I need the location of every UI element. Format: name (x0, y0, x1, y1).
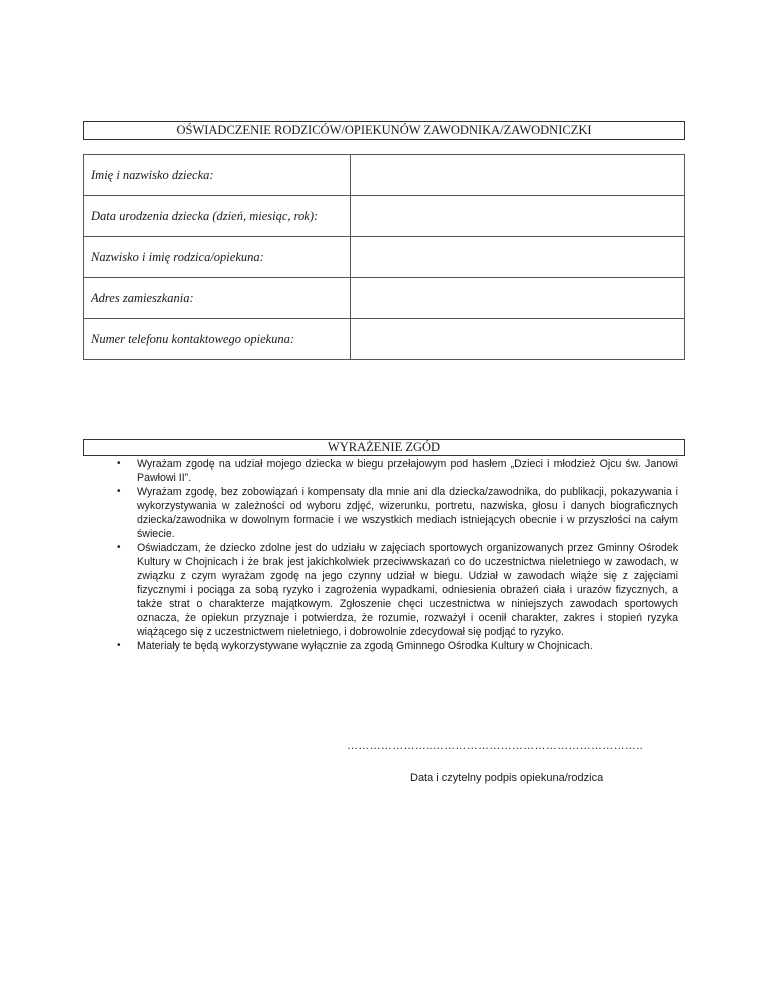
list-item (0, 485, 678, 541)
list-item (0, 639, 678, 653)
guardian-phone-field[interactable] (351, 319, 685, 360)
consent-materials-text: Materiały te będą wykorzystywane wyłącznie za zgodą Gminnego Ośrodka Kultury w Chojnicach. (137, 640, 593, 652)
consent-health-risk-text: Oświadczam, że dziecko zdolne jest do udziału w zajęciach sportowych organizowanych przez Gminny Ośrodek Kultury w Chojnicach i że brak jest jakichkolwiek przeciwwskazań co do uczestnictwa nieletniego w zawodach, w związku z czym wyrażam zgodę na jego czynny udział w biegu. Udział w zawodach wiąże się z zajęciami fizycznymi i pociąga za sobą ryzyko i zagrożenia wypadkami, odniesienia obrażeń ciała i urazów fizycznych, a także strat o charakterze majątkowym. Zgłoszenie chęci uczestnictwa w niniejszych zawodach sportowych oznacza, że opiekun przyznaje i potwierdza, że rozumie, rozważył i ocenił charakter, zakres i stopień ryzyka wiążącego się z uczestnictwem nieletniego, i dobrowolnie zdecydował się podjąć to ryzyko. (137, 542, 678, 638)
bullet-icon: • (117, 458, 121, 469)
guardian-name-label: Nazwisko i imię rodzica/opiekuna: (84, 237, 351, 278)
guardian-phone-label: Numer telefonu kontaktowego opiekuna: (84, 319, 351, 360)
document-title: OŚWIADCZENIE RODZICÓW/OPIEKUNÓW ZAWODNIKA/ZAWODNICZKI (83, 121, 685, 140)
child-birthdate-field[interactable] (351, 196, 685, 237)
signature-line: …………………..……………………………………………….. (347, 740, 643, 752)
address-label: Adres zamieszkania: (84, 278, 351, 319)
list-item (0, 457, 678, 485)
consent-participation-text: Wyrażam zgodę na udział mojego dziecka w biegu przełajowym pod hasłem „Dzieci i młodzież Ojcu św. Janowi Pawłowi II”. (137, 458, 678, 484)
child-name-label: Imię i nazwisko dziecka: (84, 155, 351, 196)
consent-image-rights-text: Wyrażam zgodę, bez zobowiązań i kompensaty dla mnie ani dla dziecka/zawodnika, do publikacji, pokazywania i wykorzystywania w zależności od wyboru zdjęć, wizerunku, portretu, nazwiska, głosu i danych biograficznych dziecka/zawodnika w dowolnym formacie i we wszystkich mediach istniejących obecnie i w przyszłości na całym świecie. (137, 486, 678, 540)
bullet-icon: • (117, 640, 121, 651)
child-name-field[interactable] (351, 155, 685, 196)
table-row (84, 278, 685, 319)
guardian-name-field[interactable] (351, 237, 685, 278)
list-item (0, 541, 678, 639)
table-row (84, 237, 685, 278)
consent-section-title: WYRAŻENIE ZGÓD (83, 439, 685, 456)
bullet-icon: • (117, 542, 121, 553)
signature-label: Data i czytelny podpis opiekuna/rodzica (410, 772, 604, 784)
address-field[interactable] (351, 278, 685, 319)
personal-data-table (83, 154, 685, 360)
bullet-icon: • (117, 486, 121, 497)
table-row (84, 319, 685, 360)
consent-list (0, 457, 768, 653)
child-birthdate-label: Data urodzenia dziecka (dzień, miesiąc, rok): (84, 196, 351, 237)
table-row (84, 155, 685, 196)
table-row (84, 196, 685, 237)
